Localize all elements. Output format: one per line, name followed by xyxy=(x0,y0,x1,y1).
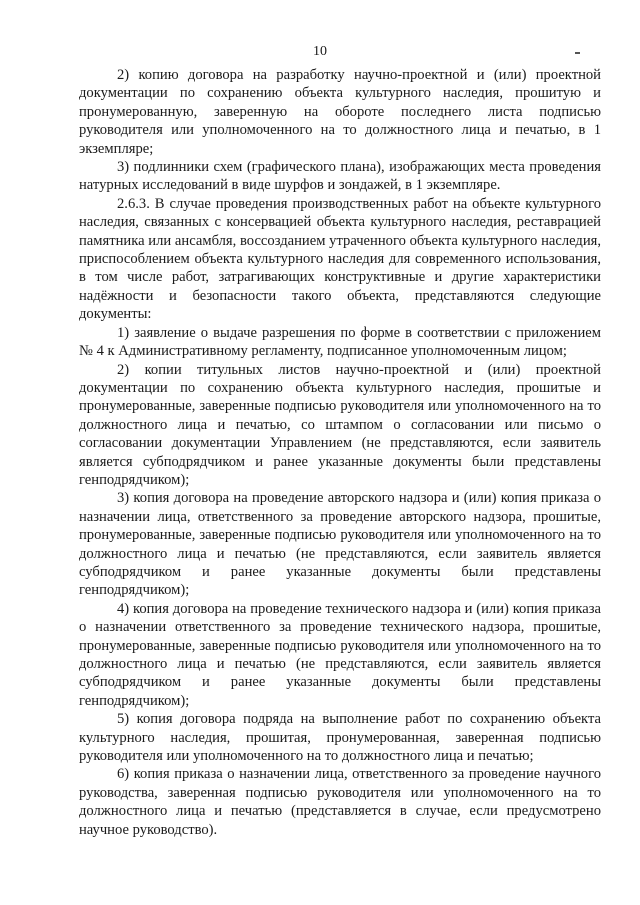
paragraph-1: 2) копию договора на разработку научно-проектной и (или) проектной документации по сохранению объекта культурного наследия, прошитую и пронумерованную, заверенную на обороте последнего листа подписью руководителя или уполномоченного на то должностного лица и печатью, в 1 экземпляре; xyxy=(79,67,601,157)
paragraph-8: 5) копия договора подряда на выполнение работ по сохранению объекта культурного наследия, прошитая, пронумерованная, заверенная подписью руководителя или уполномоченного на то должностного лица и печатью; xyxy=(79,711,601,765)
paragraph-7: 4) копия договора на проведение технического надзора и (или) копия приказа о назначении ответственного за проведение технического надзора, прошитые, пронумерованные, заверенные подписью руководителя или уполномоченного на то должностного лица и печатью (не представляются, если заявитель является субподрядчиком и ранее указанные документы были представлены генподрядчиком); xyxy=(79,600,601,709)
scan-mark xyxy=(575,52,580,54)
paragraph-3: 2.6.3. В случае проведения производственных работ на объекте культурного наследия, связанных с консервацией объекта культурного наследия, реставрацией памятника или ансамбля, воссозданием утраченного объекта культурного наследия, приспособлением объекта культурного наследия для современного использования, в том числе работ, затрагивающих конструктивные и другие характеристики надёжности и безопасности такого объекта, представляются следующие документы: xyxy=(79,195,601,323)
paragraph-6: 3) копия договора на проведение авторского надзора и (или) копия приказа о назначении лица, ответственного за проведение авторского надзора, прошитые, пронумерованные, заверенные подписью руководителя или уполномоченного на то должностного лица и печатью (не представляются, если заявитель является субподрядчиком и ранее указанные документы были представлены генподрядчиком); xyxy=(79,490,601,599)
paragraph-4: 1) заявление о выдаче разрешения по форме в соответствии с приложением № 4 к Административному регламенту, подписанное уполномоченным лицом; xyxy=(79,324,601,360)
paragraph-2: 3) подлинники схем (графического плана), изображающих места проведения натурных исследований в виде шурфов и зондажей, в 1 экземпляре. xyxy=(79,159,601,194)
paragraph-5: 2) копии титульных листов научно-проектной и (или) проектной документации по сохранению объекта культурного наследия, прошитые и пронумерованные, заверенные подписью руководителя или уполномоченного на то должностного лица и печатью, со штампом о согласовании или письмо о согласовании документации Управлением (не представляются, если заявитель является субподрядчиком и ранее указанные документы были представлены генподрядчиком); xyxy=(79,361,601,488)
document-body xyxy=(79,66,601,839)
page-number: 10 xyxy=(313,44,327,59)
paragraph-9: 6) копия приказа о назначении лица, ответственного за проведение научного руководства, заверенная подписью руководителя или уполномоченного на то должностного лица и печатью (представляется в случае, если предусмотрено научное руководство). xyxy=(79,766,601,838)
